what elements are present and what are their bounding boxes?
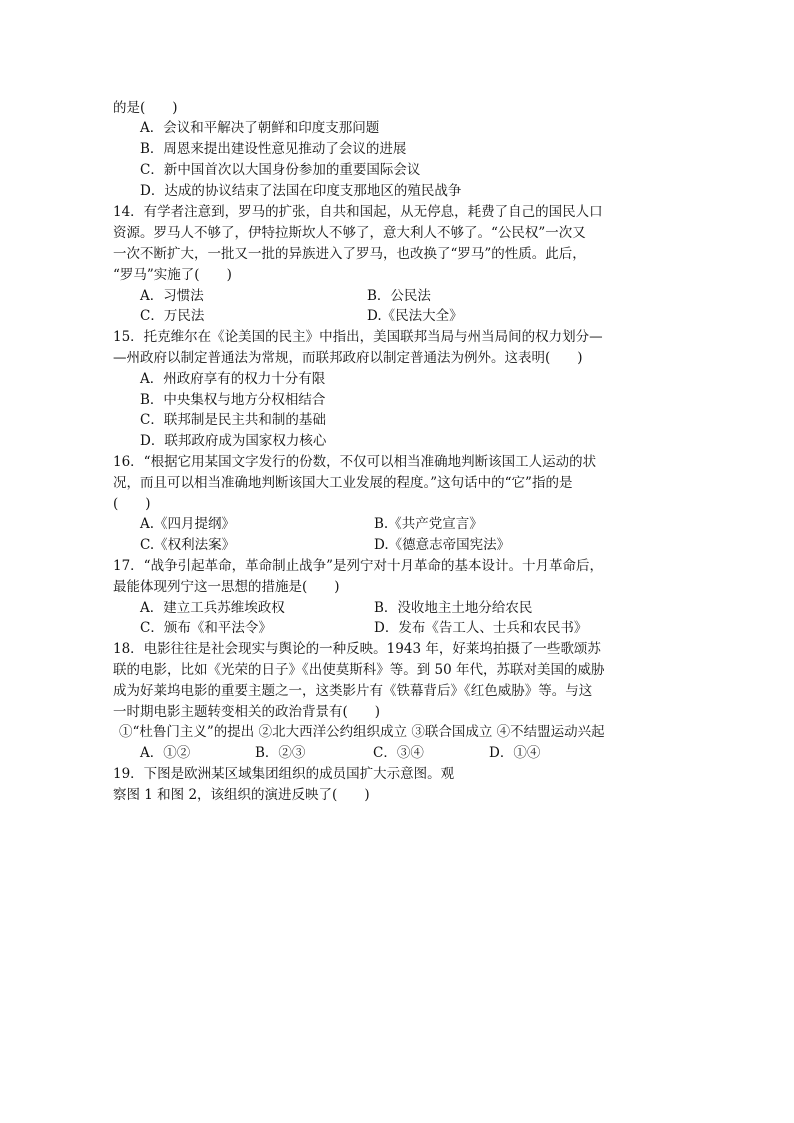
q19-stem-line-1: 19．下图是欧洲某区域集团组织的成员国扩大示意图。观 [113, 766, 455, 782]
q15-option-a: A．州政府享有的权力十分有限 [140, 371, 326, 387]
q18-options-row [140, 743, 541, 763]
q18-statement-items: ①“杜鲁门主义”的提出 ②北大西洋公约组织成立 ③联合国成立 ④不结盟运动兴起 [119, 724, 605, 740]
q16-stem-line-1: 16．“根据它用某国文字发行的份数，不仅可以相当准确地判断该国工人运动的状 [113, 454, 597, 470]
q15-stem-line-2: —州政府以制定普通法为常规，而联邦政府以制定普通法为例外。这表明( ) [113, 350, 583, 366]
q14-options-row-2 [140, 306, 463, 326]
q13-stem-tail: 的是( ) [113, 100, 178, 116]
q16-stem-line-2: 况，而且可以相当准确地判断该国大工业发展的程度。”这句话中的“它”指的是 [113, 475, 573, 491]
q18-option-c: C．③④ [373, 745, 424, 761]
q17-stem-line-1: 17．“战争引起革命，革命制止战争”是列宁对十月革命的基本设计。十月革命后， [113, 558, 603, 574]
q15-stem-line-1: 15．托克维尔在《论美国的民主》中指出，美国联邦当局与州当局间的权力划分— [113, 329, 603, 345]
q19-stem-line-2: 察图 1 和图 2，该组织的演进反映了( ) [113, 787, 370, 803]
q14-stem-line-4: “罗马”实施了( ) [113, 267, 232, 283]
q13-option-a: A．会议和平解决了朝鲜和印度支那问题 [140, 120, 380, 136]
q14-stem-line-2: 资源。罗马人不够了，伊特拉斯坎人不够了，意大利人不够了。“公民权”一次又 [113, 225, 586, 241]
q16-options-row-2 [140, 535, 511, 555]
q16-stem-line-3: ( ) [113, 496, 151, 512]
q17-option-b: B．没收地主土地分给农民 [374, 600, 533, 616]
q14-option-a: A．习惯法 [140, 288, 204, 304]
q17-option-c: C．颁布《和平法令》 [140, 620, 272, 636]
q18-stem-line-1: 18．电影往往是社会现实与舆论的一种反映。1943 年，好莱坞拍摄了一些歌颂苏 [113, 641, 601, 657]
q17-option-a: A．建立工兵苏维埃政权 [140, 600, 285, 616]
q13-option-d: D．达成的协议结束了法国在印度支那地区的殖民战争 [140, 183, 462, 199]
q14-option-b: B．公民法 [367, 288, 431, 304]
q16-option-b: B.《共产党宣言》 [374, 516, 483, 532]
q16-option-a: A.《四月提纲》 [140, 516, 236, 532]
q18-option-b: B．②③ [255, 745, 306, 761]
q18-option-d: D．①④ [489, 745, 541, 761]
q15-option-d: D．联邦政府成为国家权力核心 [140, 433, 327, 449]
q16-option-c: C.《权利法案》 [140, 537, 236, 553]
q18-stem-line-4: 一时期电影主题转变相关的政治背景有( ) [113, 704, 381, 720]
q16-option-d: D.《德意志帝国宪法》 [374, 537, 511, 553]
q18-option-a: A．①② [140, 745, 191, 761]
q13-option-b: B．周恩来提出建设性意见推动了会议的进展 [140, 141, 407, 157]
q14-stem-line-1: 14．有学者注意到，罗马的扩张，自共和国起，从无停息，耗费了自己的国民人口 [113, 204, 603, 220]
q18-stem-line-3: 成为好莱坞电影的重要主题之一，这类影片有《铁幕背后》《红色威胁》等。与这 [113, 683, 593, 699]
q14-options-row-1 [140, 286, 431, 306]
q13-option-c: C．新中国首次以大国身份参加的重要国际会议 [140, 162, 421, 178]
q14-stem-line-3: 一次不断扩大，一批又一批的异族进入了罗马，也改换了“罗马”的性质。此后， [113, 246, 586, 262]
q16-options-row-1 [140, 514, 483, 534]
q17-options-row-1 [140, 598, 533, 618]
q14-option-c: C．万民法 [140, 308, 205, 324]
q15-option-b: B．中央集权与地方分权相结合 [140, 392, 326, 408]
q17-option-d: D．发布《告工人、士兵和农民书》 [374, 620, 588, 636]
q14-option-d: D.《民法大全》 [367, 308, 463, 324]
q18-stem-line-2: 联的电影，比如《光荣的日子》《出使莫斯科》等。到 50 年代，苏联对美国的威胁 [113, 662, 605, 678]
q17-stem-line-2: 最能体现列宁这一思想的措施是( ) [113, 579, 340, 595]
q17-options-row-2 [140, 618, 588, 638]
q15-option-c: C．联邦制是民主共和制的基础 [140, 412, 326, 428]
